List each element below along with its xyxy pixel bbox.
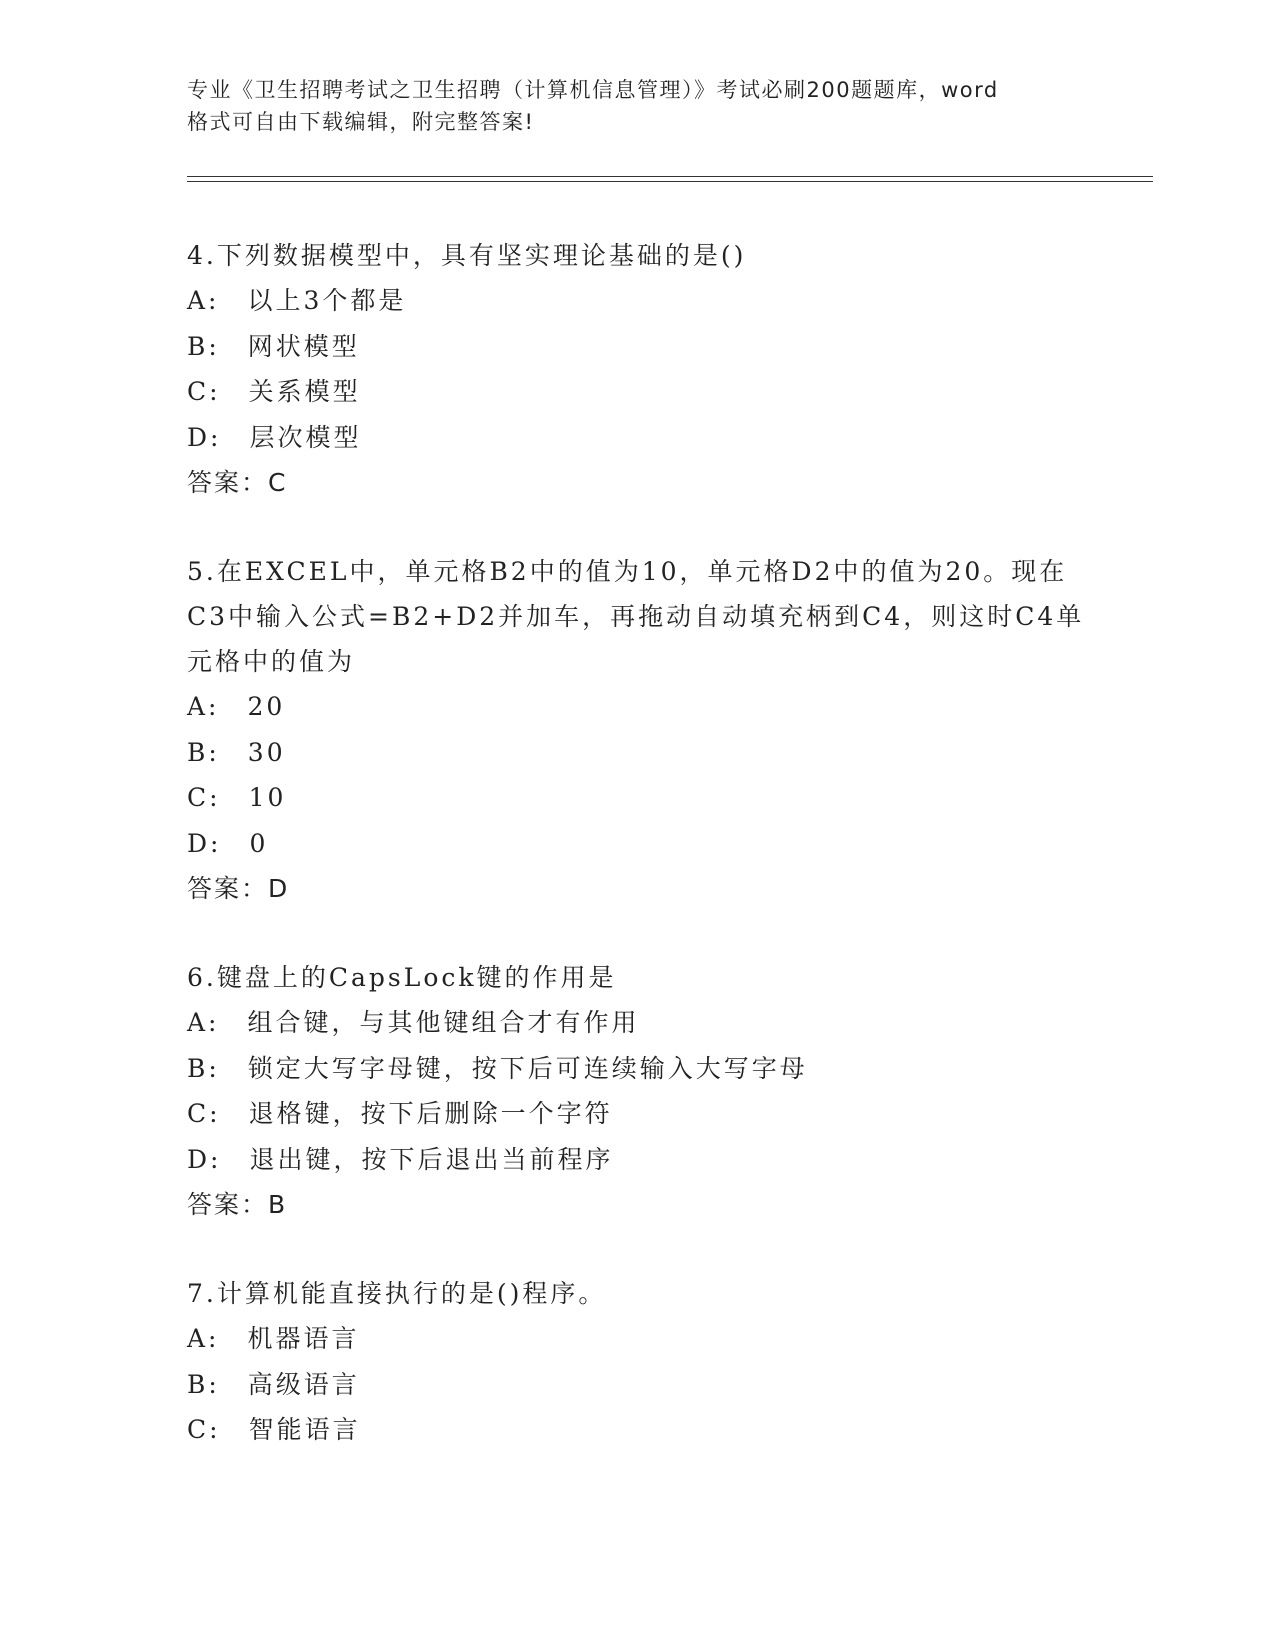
question-stem-line: 元格中的值为 (187, 647, 356, 676)
option-key: A: (187, 286, 220, 315)
answer-option (187, 684, 1087, 730)
option-key: C: (187, 783, 221, 812)
answer-option (187, 775, 1087, 821)
option-key: C: (187, 1099, 221, 1128)
answer-option (187, 1362, 1087, 1408)
option-key: B: (187, 1053, 220, 1083)
answer-option (187, 369, 1087, 415)
header-line-1: 专业《卫生招聘考试之卫生招聘（计算机信息管理）》考试必刷200题题库，word (187, 78, 999, 102)
option-text: 退格键，按下后删除一个字符 (248, 1099, 613, 1128)
question-block (187, 955, 1087, 1227)
answer-option (187, 1000, 1087, 1046)
answer-option (187, 821, 1087, 867)
option-text: 30 (247, 737, 286, 767)
header-line-2: 格式可自由下载编辑，附完整答案! (187, 110, 535, 134)
option-key: D: (187, 1144, 222, 1174)
option-text: 机器语言 (247, 1324, 360, 1353)
question-block (187, 549, 1087, 911)
option-key: C: (187, 377, 221, 406)
answer-option (187, 1091, 1087, 1137)
answer-option (187, 730, 1087, 776)
option-key: C: (187, 1415, 221, 1444)
option-text: 锁定大写字母键，按下后可连续输入大写字母 (247, 1053, 808, 1083)
option-text: 网状模型 (247, 331, 360, 361)
option-text: 层次模型 (249, 422, 362, 452)
answer-option (187, 1137, 1087, 1183)
option-text: 退出键，按下后退出当前程序 (249, 1144, 614, 1174)
option-key: D: (187, 422, 222, 452)
option-text: 高级语言 (247, 1369, 360, 1399)
question-stem-line: 4.下列数据模型中，具有坚实理论基础的是() (187, 241, 747, 270)
question-block (187, 1271, 1087, 1453)
answer-option (187, 1407, 1087, 1453)
option-key: D: (187, 828, 222, 858)
question-list (187, 233, 1087, 1497)
answer-option (187, 278, 1087, 324)
option-key: A: (187, 692, 220, 721)
answer-option (187, 1316, 1087, 1362)
option-key: A: (187, 1324, 220, 1353)
answer-key: 答案：D (187, 874, 290, 903)
question-stem-line: 6.键盘上的CapsLock键的作用是 (187, 963, 617, 992)
option-text: 关系模型 (248, 377, 361, 406)
answer-option (187, 324, 1087, 370)
header-divider-bottom (187, 181, 1153, 182)
option-key: B: (187, 331, 220, 361)
option-text: 0 (249, 828, 269, 858)
option-text: 组合键，与其他键组合才有作用 (247, 1008, 640, 1037)
answer-option (187, 415, 1087, 461)
question-stem-line: 5.在EXCEL中，单元格B2中的值为10，单元格D2中的值为20。现在 (187, 557, 1068, 586)
document-header (187, 74, 1087, 138)
option-key: A: (187, 1008, 220, 1037)
option-key: B: (187, 737, 220, 767)
question-stem-line: 7.计算机能直接执行的是()程序。 (187, 1279, 607, 1308)
question-stem-line: C3中输入公式=B2+D2并加车，再拖动自动填充柄到C4，则这时C4单 (187, 602, 1085, 631)
question-block (187, 233, 1087, 505)
header-divider-top (187, 176, 1153, 177)
option-text: 以上3个都是 (247, 286, 407, 315)
answer-key: 答案：C (187, 468, 288, 497)
option-text: 智能语言 (248, 1415, 361, 1444)
option-text: 20 (247, 692, 286, 721)
answer-key: 答案：B (187, 1190, 288, 1219)
option-key: B: (187, 1369, 220, 1399)
answer-option (187, 1046, 1087, 1092)
option-text: 10 (248, 783, 287, 812)
